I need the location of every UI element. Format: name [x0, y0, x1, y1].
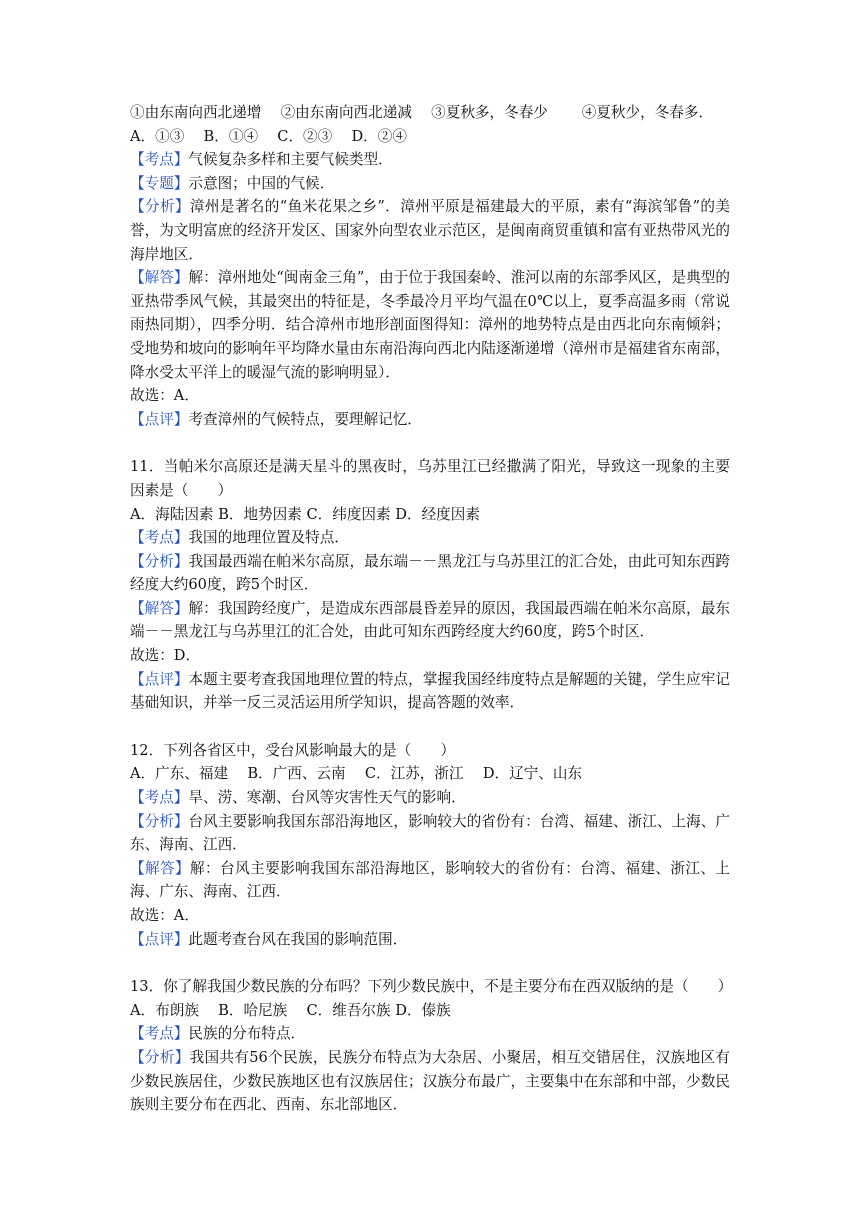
fenxi-tag: 【分析】 — [130, 812, 189, 830]
spacer — [130, 951, 730, 975]
q11-dianping — [130, 668, 730, 715]
jieda-tag: 【解答】 — [130, 599, 189, 617]
q13-fenxi — [130, 1046, 730, 1117]
kaodian-tag: 【考点】 — [130, 529, 189, 547]
jieda-text: 解：我国跨经度广，是造成东西部晨昏差异的原因，我国最西端在帕米尔高原，最东端－－黑龙江与乌苏里江的汇合处，由此可知东西跨经度大约60度，跨5个时区． — [130, 599, 730, 641]
spacer — [130, 431, 730, 455]
q10-jieda — [130, 266, 730, 384]
q11-answer: 故选：D． — [130, 647, 201, 665]
kaodian-tag: 【考点】 — [130, 789, 189, 807]
q10-fenxi — [130, 195, 730, 266]
q12-jieda — [130, 857, 730, 904]
kaodian-tag: 【考点】 — [130, 151, 189, 169]
fenxi-text: 漳州是著名的“鱼米花果之乡”．漳州平原是福建最大的平原，素有“海滨邹鲁”的美誉，为文明富庶的经济开发区、国家外向型农业示范区，是闽南商贸重镇和富有亚热带风光的海岸地区． — [130, 198, 730, 263]
fenxi-tag: 【分析】 — [130, 552, 189, 570]
dianping-text: 考查漳州的气候特点，要理解记忆． — [188, 410, 422, 428]
spacer — [130, 715, 730, 739]
question-12 — [130, 739, 730, 951]
q13-kaodian — [130, 1022, 730, 1046]
q11-fenxi — [130, 550, 730, 597]
q10-dianping — [130, 408, 730, 432]
question-10 — [130, 101, 730, 431]
q11-kaodian — [130, 526, 730, 550]
question-11 — [130, 455, 730, 715]
fenxi-text: 我国最西端在帕米尔高原，最东端－－黑龙江与乌苏里江的汇合处，由此可知东西跨经度大约60度，跨5个时区． — [130, 552, 730, 594]
q13-question: 13．你了解我国少数民族的分布吗？下列少数民族中，不是主要分布在西双版纳的是（ ） — [130, 978, 733, 996]
q12-choices: A．广东、福建 B．广西、云南 C．江苏，浙江 D．辽宁、山东 — [130, 765, 583, 783]
zhuanti-tag: 【专题】 — [130, 174, 189, 192]
dianping-tag: 【点评】 — [130, 410, 189, 428]
fenxi-text: 我国共有56个民族，民族分布特点为大杂居、小聚居，相互交错居住，汉族地区有少数民族居住，少数民族地区也有汉族居住；汉族分布最广，主要集中在东部和中部，少数民族则主要分布在西北、西南、东北部地区． — [130, 1048, 730, 1114]
kaodian-text: 民族的分布特点． — [188, 1025, 306, 1043]
q12-question: 12．下列各省区中，受台风影响最大的是（ ） — [130, 741, 456, 759]
q10-answer: 故选：A． — [130, 387, 199, 405]
zhuanti-text: 示意图；中国的气候． — [188, 174, 335, 192]
dianping-tag: 【点评】 — [130, 670, 189, 688]
kaodian-text: 旱、涝、寒潮、台风等灾害性天气的影响． — [188, 789, 466, 807]
q12-dianping — [130, 928, 730, 952]
q12-answer: 故选：A． — [130, 907, 199, 924]
q12-fenxi — [130, 810, 730, 857]
fenxi-text: 台风主要影响我国东部沿海地区，影响较大的省份有：台湾、福建、浙江、上海、广东、海南、江西． — [130, 812, 730, 854]
fenxi-tag: 【分析】 — [130, 198, 190, 216]
jieda-tag: 【解答】 — [130, 269, 189, 287]
q11-jieda — [130, 597, 730, 644]
q10-options: ①由东南向西北递增 ②由东南向西北递减 ③夏秋多，冬春少 ④夏秋少，冬春多． — [130, 104, 714, 121]
document-page — [130, 101, 733, 1117]
fenxi-tag: 【分析】 — [130, 1048, 190, 1066]
q11-question: 11．当帕米尔高原还是满天星斗的黑夜时，乌苏里江已经撒满了阳光，导致这一现象的主要因素是（ ） — [130, 458, 730, 499]
kaodian-text: 我国的地理位置及特点． — [188, 529, 349, 547]
kaodian-tag: 【考点】 — [130, 1025, 189, 1043]
q11-choices: A．海陆因素 B．地势因素 C．纬度因素 D．经度因素 — [130, 505, 480, 523]
jieda-text: 解：台风主要影响我国东部沿海地区，影响较大的省份有：台湾、福建、浙江、上海、广东、海南、江西． — [130, 859, 730, 901]
q12-kaodian — [130, 786, 730, 810]
q10-choices: A．①③ B．①④ C．②③ D．②④ — [130, 127, 407, 145]
kaodian-text: 气候复杂多样和主要气候类型． — [188, 151, 393, 169]
question-13 — [130, 975, 733, 1117]
jieda-tag: 【解答】 — [130, 859, 191, 877]
jieda-text: 解：漳州地处“闽南金三角”，由于位于我国秦岭、淮河以南的东部季风区，是典型的亚热带季风气候，其最突出的特征是，冬季最冷月平均气温在0℃以上，夏季高温多雨（常说雨热同期），四季分明．结合漳州市地形剖面图得知：漳州的地势特点是由西北向东南倾斜；受地势和坡向的影响年平均降水量由东南沿海向西北内陆逐渐递增（漳州市是福建省东南部，降水受太平洋上的暖湿气流的影响明显）． — [130, 269, 730, 381]
dianping-text: 本题主要考查我国地理位置的特点，掌握我国经纬度特点是解题的关键，学生应牢记基础知识，并举一反三灵活运用所学知识，提高答题的效率． — [130, 670, 730, 712]
dianping-tag: 【点评】 — [130, 930, 189, 948]
dianping-text: 此题考查台风在我国的影响范围． — [188, 930, 408, 948]
q13-choices: A．布朗族 B．哈尼族 C．维吾尔族 D．傣族 — [130, 1001, 451, 1019]
q10-kaodian — [130, 148, 730, 172]
q10-zhuanti — [130, 172, 730, 196]
